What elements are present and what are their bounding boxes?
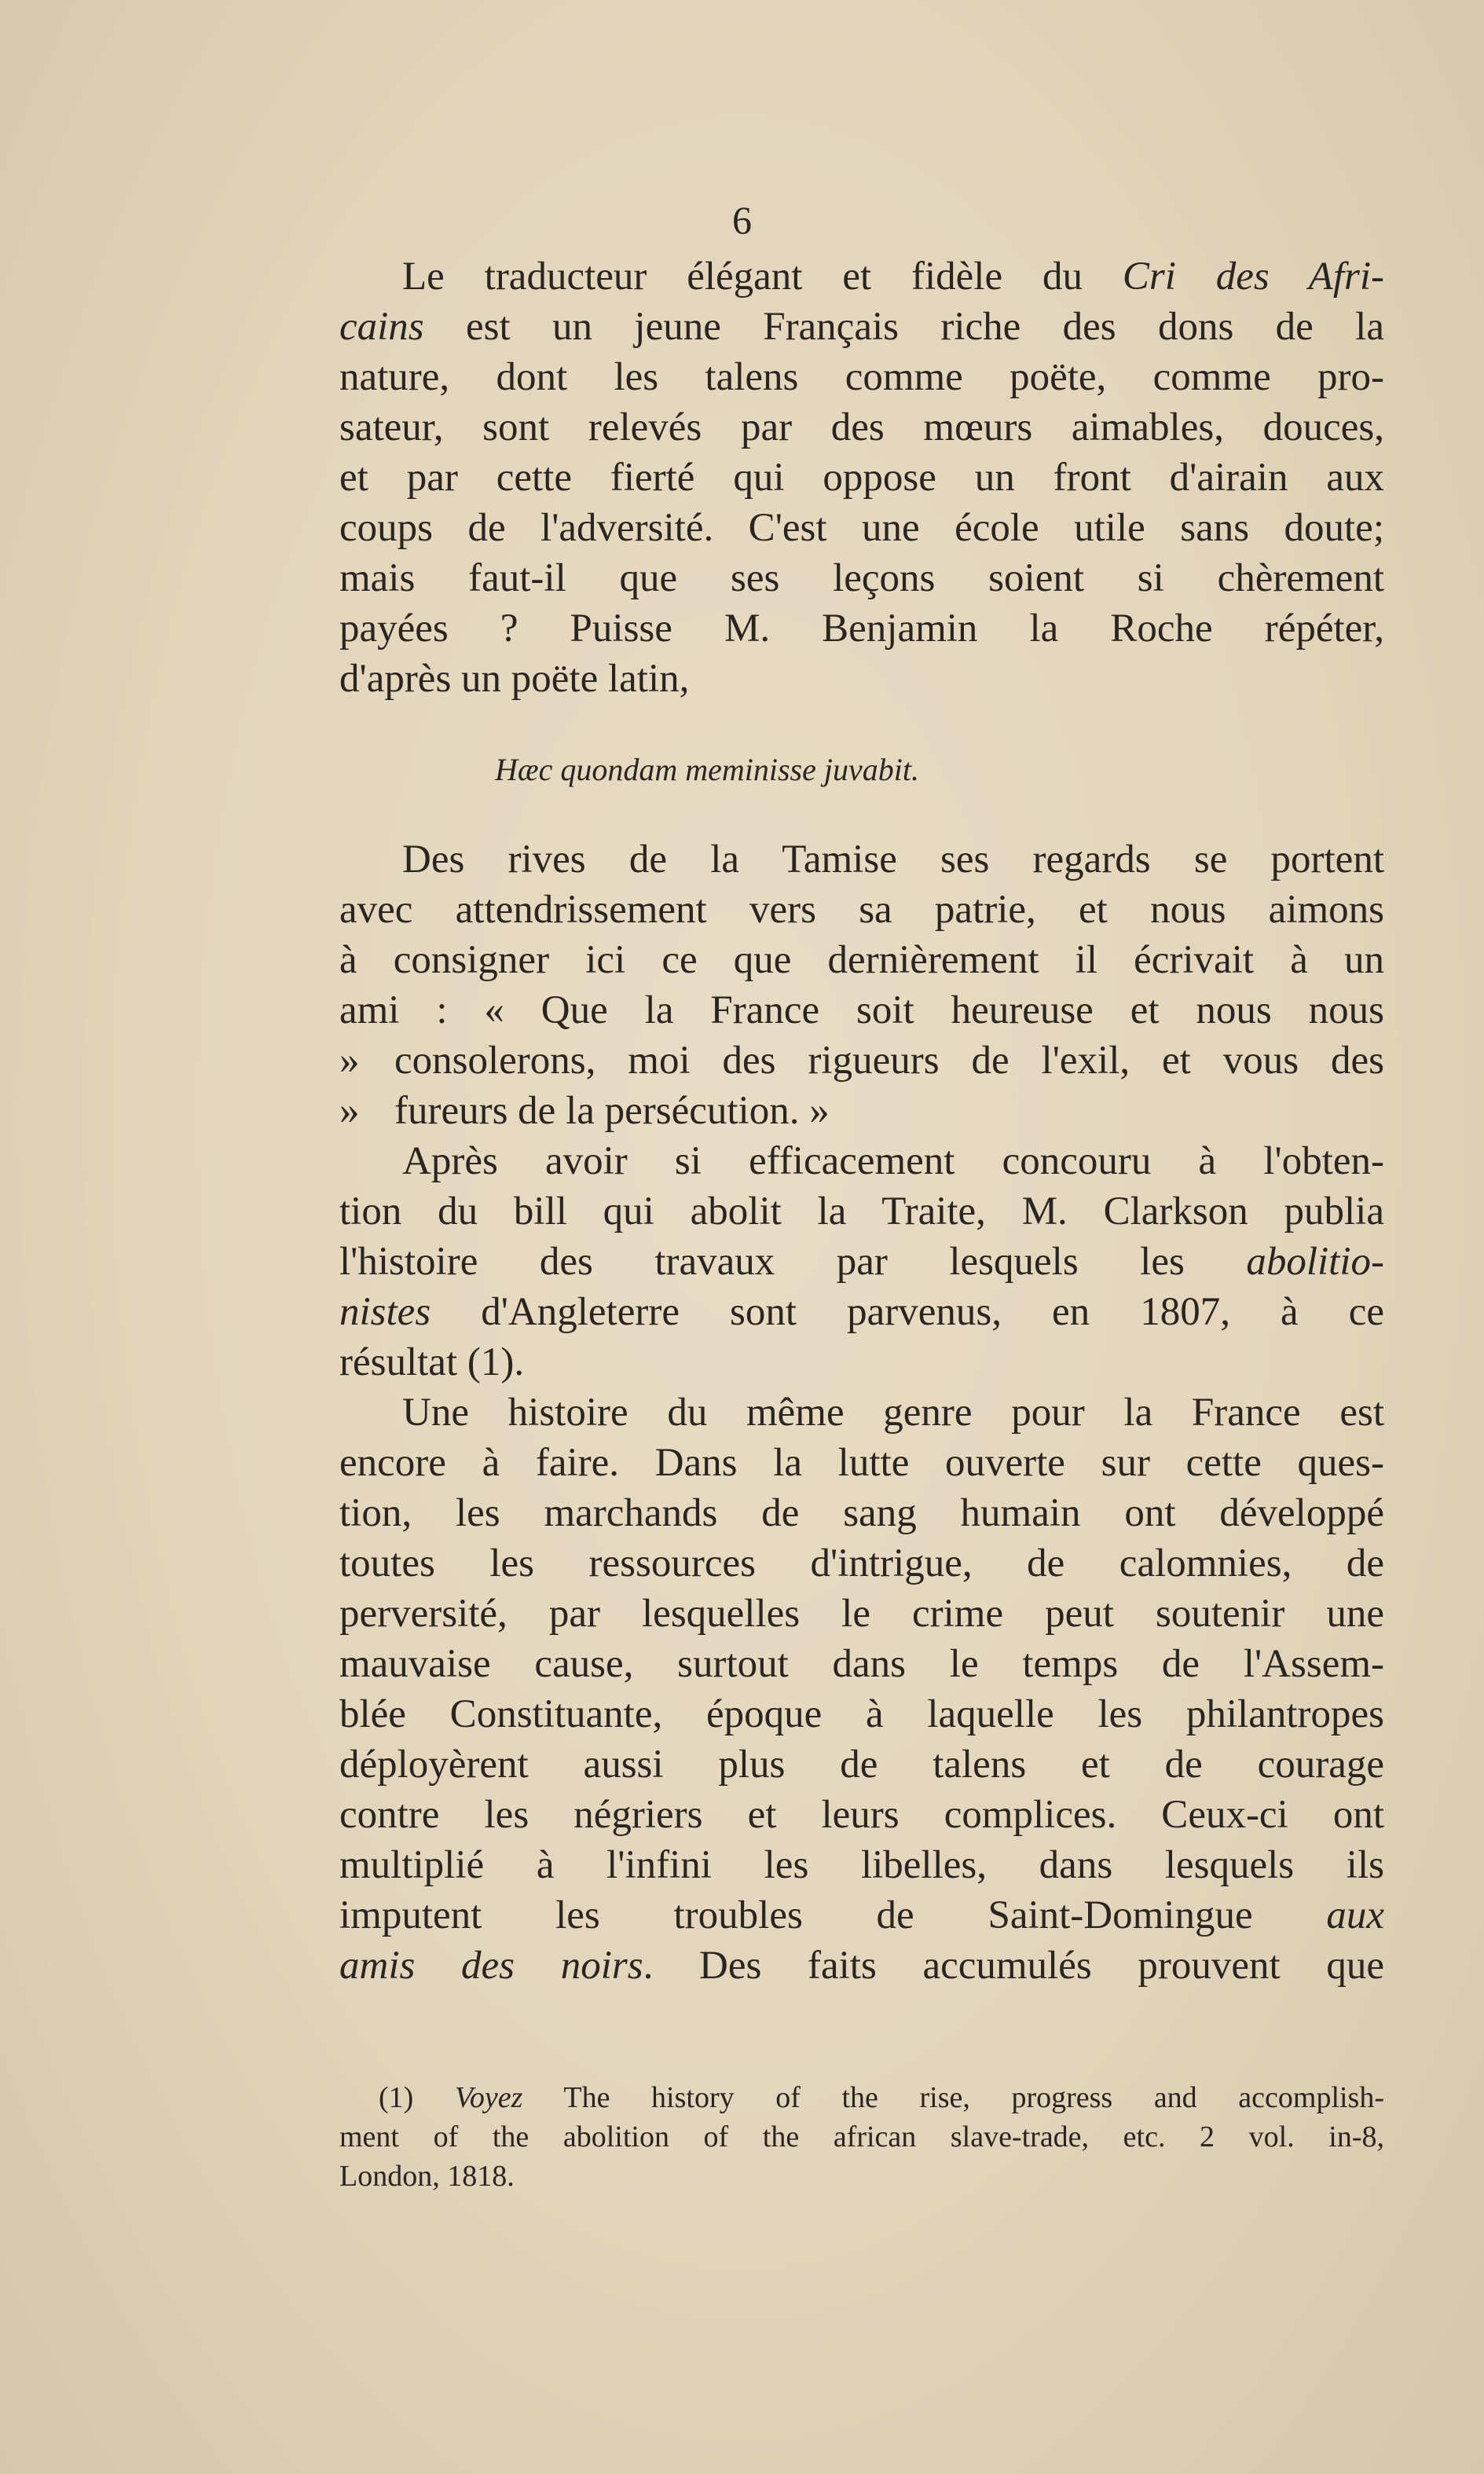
page-number: 6 [732,198,752,242]
text-line: multiplié à l'infini les libelles, dans lesquels ils [339,1843,1384,1887]
footnote-marker: (1) [379,2081,455,2114]
latin-epigraph: Hæc quondam meminisse juvabit. [495,752,919,787]
quote-mark: » [339,1039,360,1083]
text-line: d'après un poëte latin, [339,657,690,701]
text-line: mais faut-il que ses leçons soient si chèrement [339,556,1384,600]
text-line: résultat (1). [339,1340,525,1384]
text-line: payées ? Puisse M. Benjamin la Roche répéter, [339,607,1384,651]
text-line: » consolerons, moi des rigueurs de l'exil, et vous des [339,1035,1384,1086]
text-line: nistes d'Angleterre sont parvenus, en 1807, à ce [339,1290,1384,1334]
text-line: toutes les ressources d'intrigue, de calomnies, de [339,1541,1384,1585]
footnote-line: London, 1818. [339,2160,515,2193]
footnote-line: ment of the abolition of the african slave-trade, etc. 2 vol. in-8, [339,2120,1384,2153]
text-line: tion du bill qui abolit la Traite, M. Clarkson publia [339,1189,1384,1233]
text-line: Après avoir si efficacement concouru à l'obten- [402,1139,1384,1183]
text-line: et par cette fierté qui oppose un front d'airain aux [339,456,1384,500]
text-line: tion, les marchands de sang humain ont développé [339,1491,1384,1535]
text-line: déployèrent aussi plus de talens et de courage [339,1743,1384,1787]
text-line: Une histoire du même genre pour la France est [402,1391,1384,1435]
book-title: Cri des Afri- [1122,255,1384,299]
text-line: Le traducteur élégant et fidèle du Cri des Afri- [402,255,1384,299]
text-line: l'histoire des travaux par lesquels les abolitio- [339,1240,1384,1284]
text-line: imputent les troubles de Saint-Domingue aux [339,1893,1384,1937]
text-line: encore à faire. Dans la lutte ouverte sur cette ques- [339,1441,1384,1485]
text-line: perversité, par lesquelles le crime peut soutenir une [339,1592,1384,1636]
quote-mark: » [339,1089,360,1133]
text-line: cains est un jeune Français riche des dons de la [339,305,1384,349]
text-line: amis des noirs. Des faits accumulés prouvent que [339,1944,1384,1988]
text-line: mauvaise cause, surtout dans le temps de l'Assem- [339,1642,1384,1686]
text-line: Des rives de la Tamise ses regards se portent [402,837,1384,881]
footnote-line: (1) Voyez The history of the rise, progress and accomplish- [379,2081,1384,2114]
text-line: contre les négriers et leurs complices. Ceux-ci ont [339,1793,1384,1837]
text-line: avec attendrissement vers sa patrie, et nous aimons [339,888,1384,932]
book-title: cains [339,305,424,349]
text-line: sateur, sont relevés par des mœurs aimables, douces, [339,405,1384,449]
text-line: à consigner ici ce que dernièrement il écrivait à un [339,938,1384,982]
text-line: nature, dont les talens comme poëte, comme pro- [339,355,1384,399]
text-line: blée Constituante, époque à laquelle les philantropes [339,1692,1384,1736]
text-line: coups de l'adversité. C'est une école utile sans doute; [339,506,1384,550]
text-line: ami : « Que la France soit heureuse et nous nous [339,988,1384,1032]
text-line: » fureurs de la persécution. » [339,1086,1384,1136]
